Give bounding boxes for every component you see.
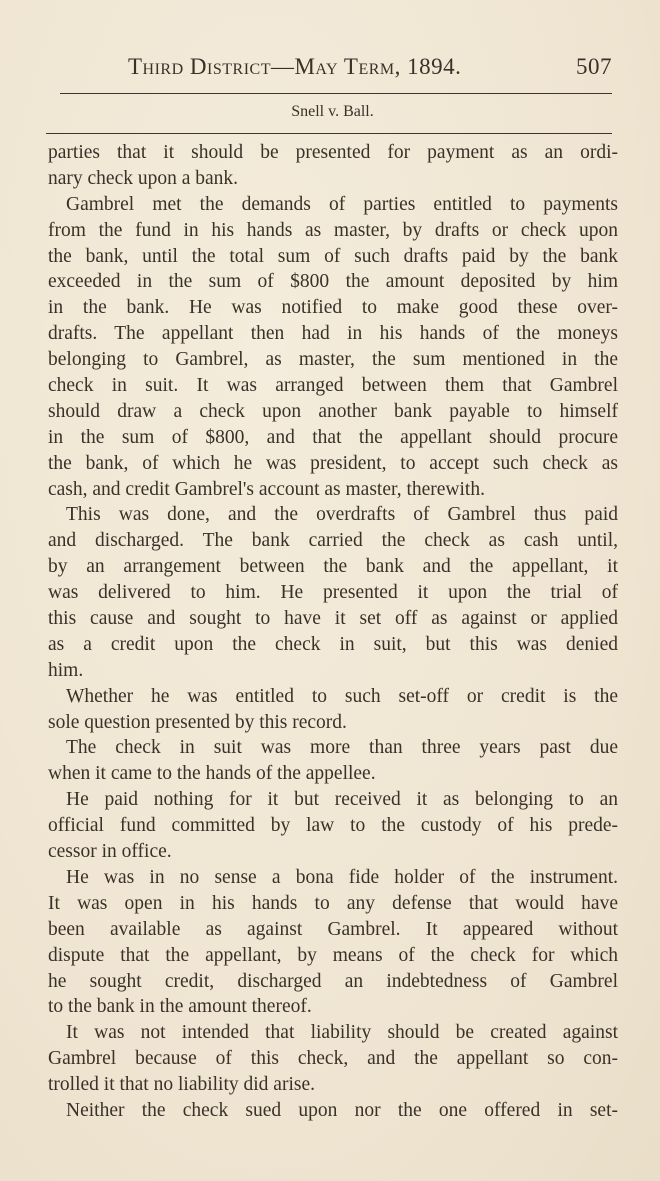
text-line: in the bank. He was notified to make good these over- [48, 297, 618, 319]
text-line: official fund committed by law to the custody of his prede- [48, 815, 618, 837]
text-line: exceeded in the sum of $800 the amount deposited by him [48, 271, 618, 293]
text-line: Whether he was entitled to such set-off or credit is the [66, 685, 618, 707]
text-line: drafts. The appellant then had in his hands of the moneys [48, 323, 618, 345]
text-line: as a credit upon the check in suit, but this was denied [48, 633, 618, 655]
text-line: him. [48, 659, 84, 681]
text-line: nary check upon a bank. [48, 167, 239, 189]
page-number: 507 [576, 54, 612, 79]
text-line: been available as against Gambrel. It appeared without [48, 918, 618, 940]
text-line: cessor in office. [48, 841, 172, 863]
text-line: belonging to Gambrel, as master, the sum mentioned in the [48, 349, 618, 371]
text-line: parties that it should be presented for payment as an ordi- [48, 142, 618, 163]
text-line: He was in no sense a bona fide holder of the instrument. [66, 866, 618, 888]
text-line: sole question presented by this record. [48, 711, 347, 733]
running-title: Third District—May Term, 1894. [128, 54, 462, 79]
text-line: this cause and sought to have it set off as against or applied [48, 608, 618, 630]
text-line: trolled it that no liability did arise. [48, 1074, 315, 1096]
text-line: he sought credit, discharged an indebtedness of Gambrel [48, 970, 618, 992]
text-line: the bank, of which he was president, to accept such check as [48, 452, 618, 474]
text-line: This was done, and the overdrafts of Gambrel thus paid [66, 504, 618, 526]
text-line: to the bank in the amount thereof. [48, 996, 312, 1018]
case-name: Snell v. Ball. [291, 103, 374, 120]
text-line: from the fund in his hands as master, by drafts or check upon [48, 219, 618, 241]
text-line: check in suit. It was arranged between them that Gambrel [48, 375, 618, 397]
text-line: by an arrangement between the bank and the appellant, it [48, 556, 618, 578]
text-line: The check in suit was more than three years past due [66, 737, 618, 759]
text-line: the bank, until the total sum of such drafts paid by the bank [48, 245, 618, 267]
header-rule-top [60, 93, 612, 94]
running-head [128, 54, 612, 84]
text-line: when it came to the hands of the appellee. [48, 763, 376, 785]
text-line: Gambrel because of this check, and the appellant so con- [48, 1048, 618, 1070]
body-text [48, 140, 618, 1124]
text-line: should draw a check upon another bank payable to himself [48, 400, 618, 422]
text-line: dispute that the appellant, by means of the check for which [48, 944, 618, 966]
text-line: He paid nothing for it but received it as belonging to an [66, 789, 618, 811]
case-name-line [0, 103, 660, 121]
text-line: was delivered to him. He presented it upon the trial of [48, 582, 618, 604]
text-line: Neither the check sued upon nor the one offered in set- [66, 1099, 618, 1121]
text-line: cash, and credit Gambrel's account as master, therewith. [48, 478, 485, 500]
text-line: It was not intended that liability should be created against [66, 1022, 618, 1044]
text-line: Gambrel met the demands of parties entitled to payments [66, 193, 618, 215]
text-line: It was open in his hands to any defense that would have [48, 892, 618, 914]
text-line: and discharged. The bank carried the check as cash until, [48, 530, 618, 552]
text-line: in the sum of $800, and that the appellant should procure [48, 426, 618, 448]
header-rule-bottom [46, 133, 612, 134]
